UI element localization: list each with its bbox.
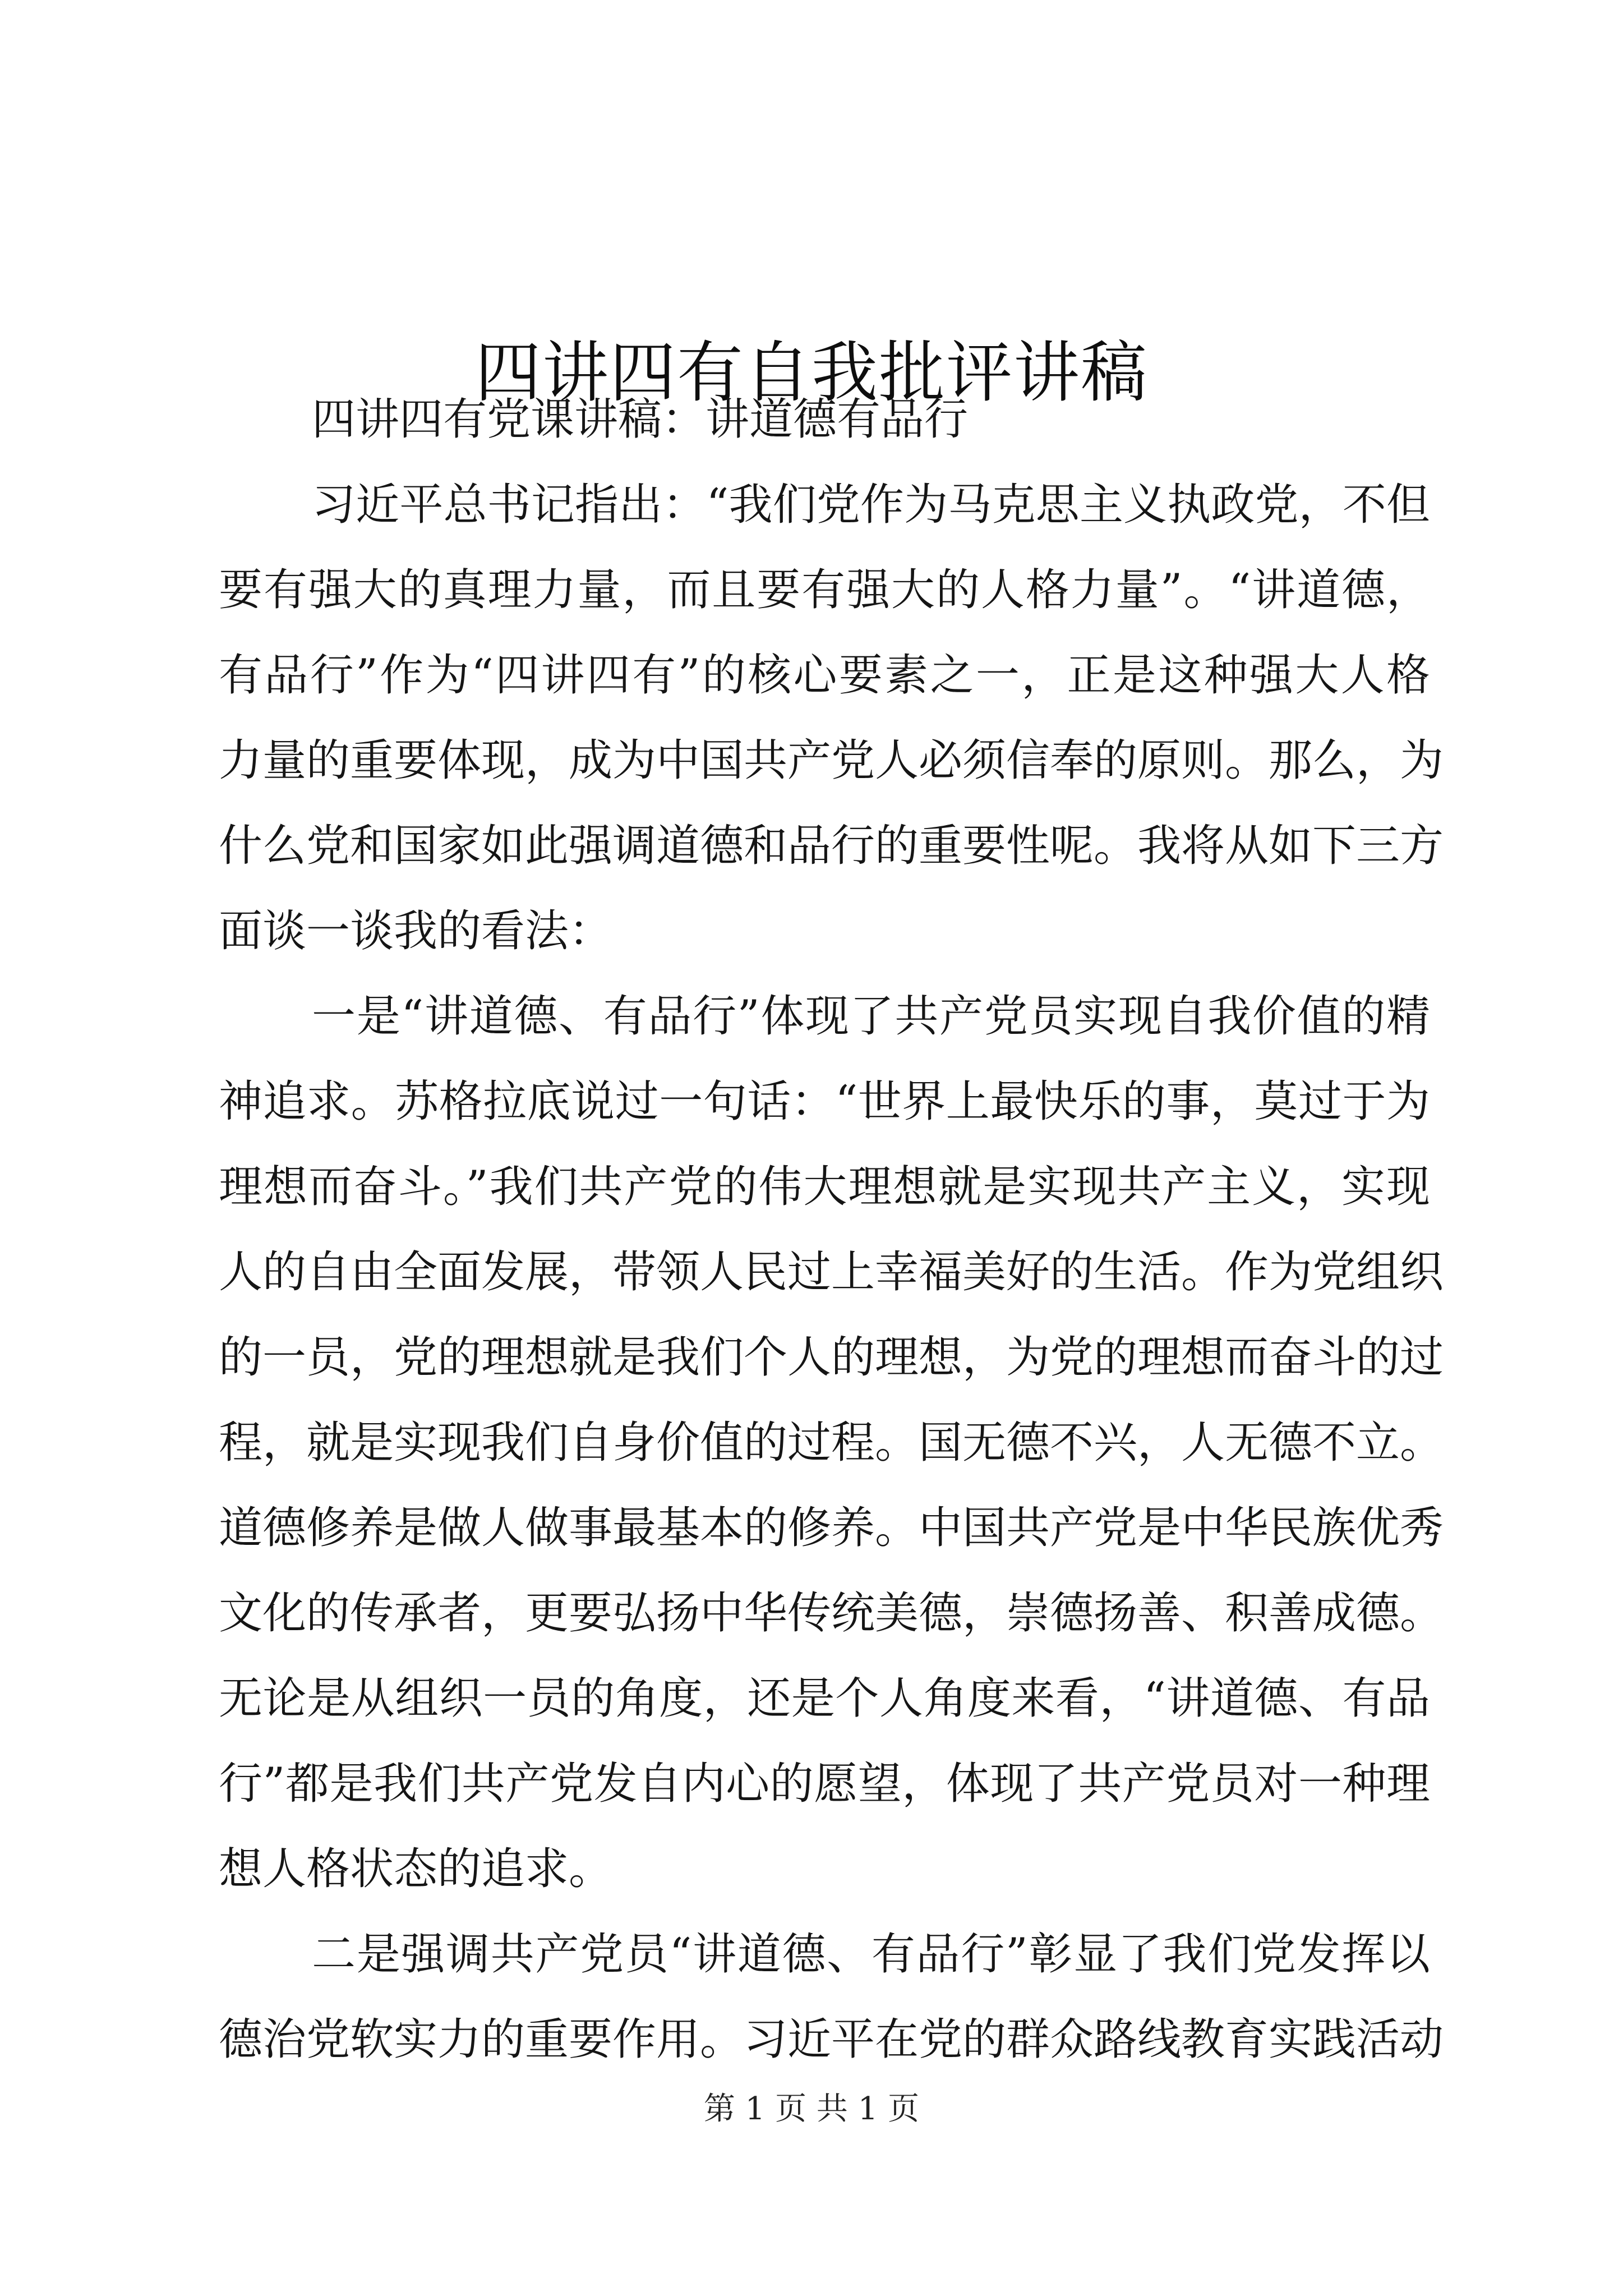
paragraph-line: 理想而奋斗。”我们共产党的伟大理想就是实现共产主义，实现 <box>219 1162 1430 1212</box>
subtitle-line: 四讲四有党课讲稿：讲道德有品行 <box>312 394 969 445</box>
paragraph-line: 德治党软实力的重要作用。习近平在党的群众路线教育实践活动 <box>219 2014 1444 2065</box>
document-body <box>219 377 1444 2082</box>
paragraph-line: 文化的传承者，更要弘扬中华传统美德，崇德扬善、积善成德。 <box>219 1588 1444 1639</box>
paragraph-line: 神追求。苏格拉底说过一句话：“世界上最快乐的事，莫过于为 <box>219 1076 1430 1127</box>
paragraph-line: 行”都是我们共产党发自内心的愿望，体现了共产党员对一种理 <box>219 1759 1430 1809</box>
paragraph-line: 要有强大的真理力量，而且要有强大的人格力量”。“讲道德， <box>219 565 1430 615</box>
paragraph-line: 习近平总书记指出：“我们党作为马克思主义执政党，不但 <box>312 480 1430 530</box>
paragraph-line: 道德修养是做人做事最基本的修养。中国共产党是中华民族优秀 <box>219 1503 1444 1553</box>
paragraph-line: 有品行”作为“四讲四有”的核心要素之一，正是这种强大人格 <box>219 650 1430 701</box>
document-title: 四讲四有自我批评讲稿 <box>474 334 1148 412</box>
paragraph-line: 无论是从组织一员的角度，还是个人角度来看，“讲道德、有品 <box>219 1673 1430 1724</box>
paragraph-line: 一是“讲道德、有品行”体现了共产党员实现自我价值的精 <box>312 991 1430 1042</box>
paragraph-line: 的一员，党的理想就是我们个人的理想，为党的理想而奋斗的过 <box>219 1332 1444 1383</box>
paragraph-line: 程，就是实现我们自身价值的过程。国无德不兴，人无德不立。 <box>219 1418 1444 1468</box>
paragraph-line: 人的自由全面发展，带领人民过上幸福美好的生活。作为党组织 <box>219 1247 1444 1297</box>
paragraph-line: 什么党和国家如此强调道德和品行的重要性呢。我将从如下三方 <box>219 821 1444 871</box>
paragraph-line: 想人格状态的追求。 <box>219 1844 613 1894</box>
page-number-footer: 第 1 页 共 1 页 <box>703 2091 920 2127</box>
paragraph-line: 力量的重要体现，成为中国共产党人必须信奉的原则。那么，为 <box>219 735 1444 786</box>
paragraph-line: 二是强调共产党员“讲道德、有品行”彰显了我们党发挥以 <box>312 1929 1430 1980</box>
paragraph-line: 面谈一谈我的看法： <box>219 906 613 956</box>
